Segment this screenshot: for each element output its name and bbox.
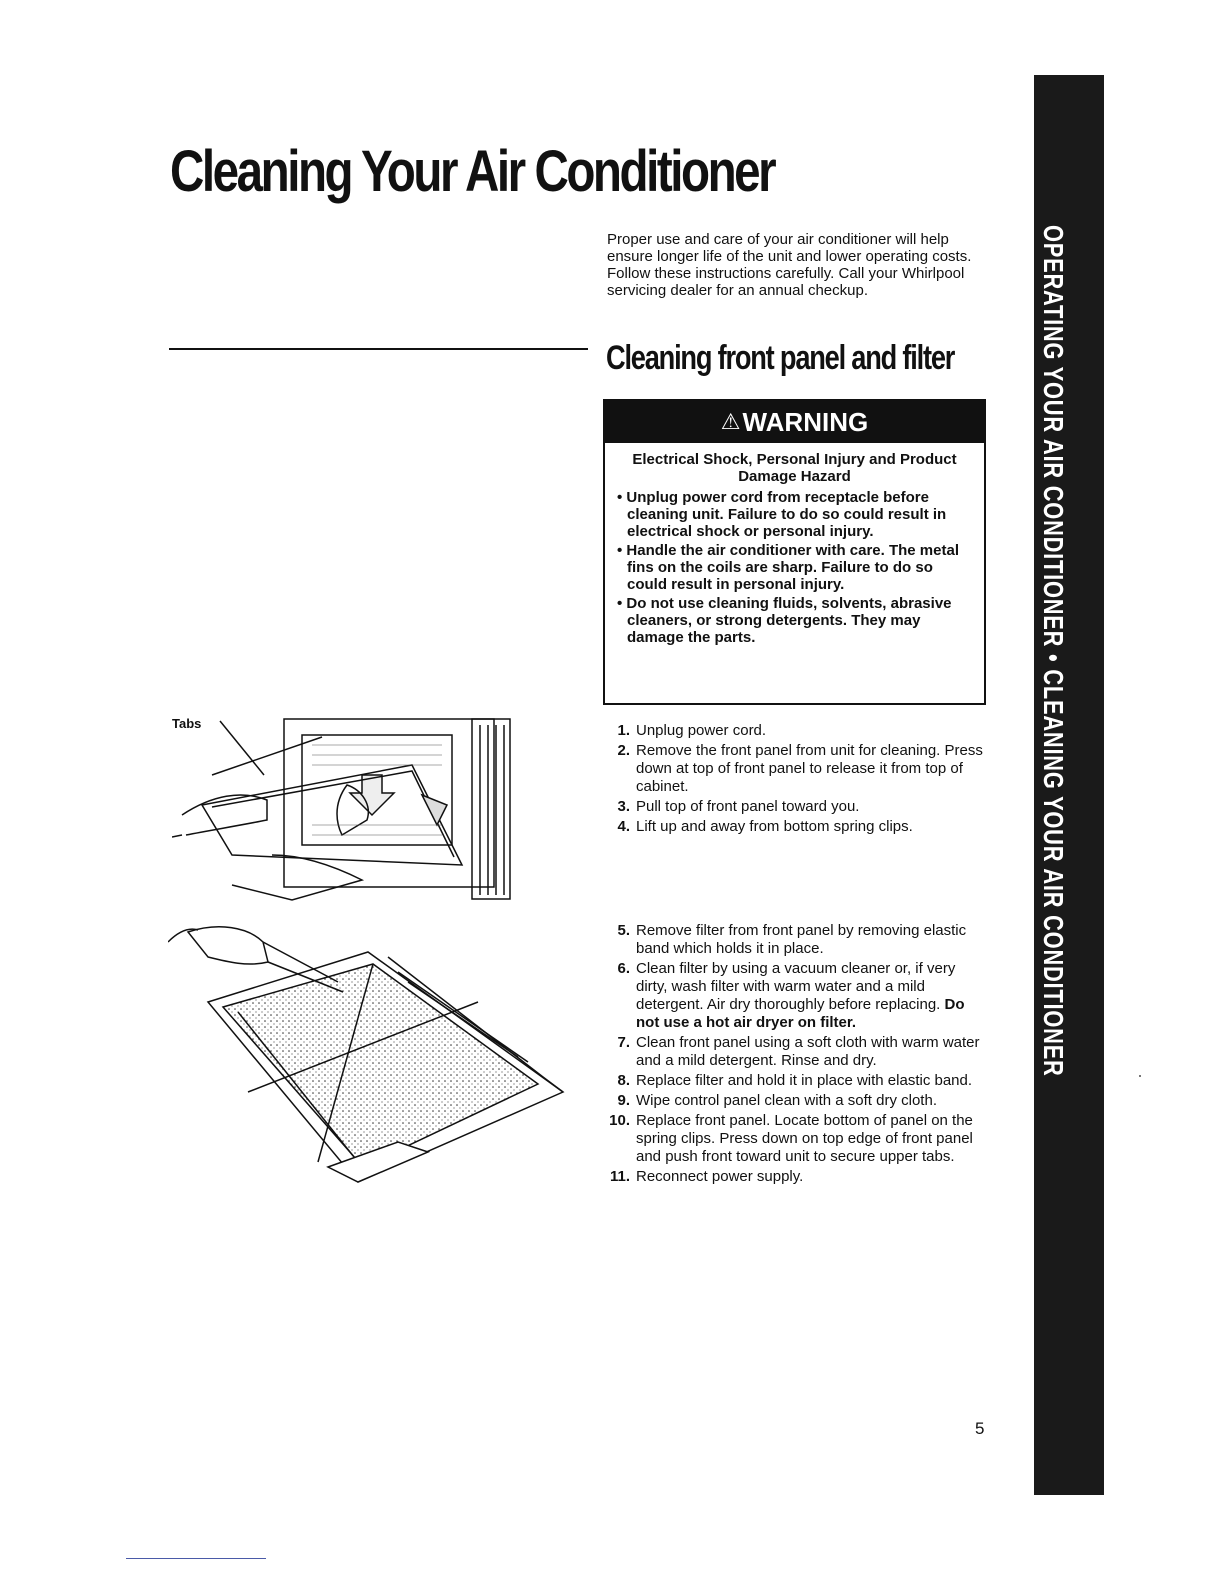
hazard-title: Electrical Shock, Personal Injury and Product Damage Hazard [632, 451, 957, 485]
step-item [606, 798, 986, 816]
step-number: 10. [609, 1112, 630, 1129]
step-text: Unplug power cord. [636, 722, 767, 739]
step-number: 11. [609, 1168, 630, 1185]
step-item [606, 1034, 986, 1070]
step-item [606, 1092, 986, 1110]
warning-item: • Unplug power cord from receptacle before cleaning unit. Failure to do so could result in electrical shock or personal injury. [617, 489, 947, 540]
step-text: Remove the front panel from unit for cleaning. Press down at top of front panel to release it from top of cabinet. [636, 742, 983, 795]
step-number: 6. [617, 960, 630, 977]
intro-paragraph: Proper use and care of your air conditioner will help ensure longer life of the unit and lower operating costs. Follow these instructions carefully. Call your Whirlpool servicing dealer for an annual checkup. [607, 231, 972, 299]
step-text: Wipe control panel clean with a soft dry cloth. [636, 1092, 937, 1109]
filter-removal-illustration [168, 912, 578, 1187]
warning-label: WARNING [742, 406, 869, 437]
step-text: Remove filter from front panel by removing elastic band which holds it in place. [636, 922, 967, 957]
warning-box [603, 399, 986, 705]
section-heading: Cleaning front panel and filter [606, 339, 955, 377]
step-item [606, 1112, 986, 1166]
step-number: 1. [617, 722, 630, 739]
step-text: Replace front panel. Locate bottom of panel on the spring clips. Press down on top edge of front panel and push front toward unit to secure upper tabs. [636, 1112, 973, 1165]
scan-speck [1139, 1075, 1141, 1077]
step-text: Replace filter and hold it in place with elastic band. [636, 1072, 973, 1089]
step-item [606, 960, 986, 1032]
warning-list [605, 489, 984, 646]
front-panel-removal-illustration [172, 705, 522, 905]
step-item [606, 818, 986, 836]
section-divider [169, 348, 588, 350]
step-emphasis: Do not use a hot air dryer on filter. [636, 996, 965, 1031]
steps-list-1 [606, 722, 986, 838]
page-title: Cleaning Your Air Conditioner [170, 139, 775, 204]
step-item [606, 1072, 986, 1090]
warning-header [605, 401, 984, 443]
side-tab-text: OPERATING YOUR AIR CONDITIONER • CLEANING YOUR AIR CONDITIONER [1038, 225, 1069, 1077]
step-number: 3. [617, 798, 630, 815]
step-text: Reconnect power supply. [636, 1168, 804, 1185]
page-number: 5 [975, 1419, 985, 1438]
step-number: 7. [617, 1034, 630, 1051]
step-number: 8. [617, 1072, 630, 1089]
footer-rule [126, 1558, 266, 1559]
step-number: 4. [617, 818, 630, 835]
warning-item: • Do not use cleaning fluids, solvents, abrasive cleaners, or strong detergents. They may damage the parts. [617, 595, 952, 646]
step-text: Lift up and away from bottom spring clips. [636, 818, 913, 835]
step-number: 2. [617, 742, 630, 759]
step-item [606, 742, 986, 796]
step-item [606, 922, 986, 958]
side-tab-label [1037, 225, 1069, 1317]
step-text: Clean front panel using a soft cloth with warm water and a mild detergent. Rinse and dry. [636, 1034, 980, 1069]
warning-icon: ⚠ [720, 409, 741, 434]
step-text: Pull top of front panel toward you. [636, 798, 860, 815]
warning-item: • Handle the air conditioner with care. The metal fins on the coils are sharp. Failure to do so could result in personal injury. [617, 542, 959, 593]
step-item [606, 1168, 986, 1186]
step-number: 9. [617, 1092, 630, 1109]
step-number: 5. [617, 922, 630, 939]
steps-list-2 [606, 922, 986, 1188]
step-item [606, 722, 986, 740]
step-text: Clean filter by using a vacuum cleaner or, if very dirty, wash filter with warm water and a mild detergent. Air dry thoroughly before replacing. [636, 960, 956, 1013]
tabs-label: Tabs [172, 716, 202, 731]
